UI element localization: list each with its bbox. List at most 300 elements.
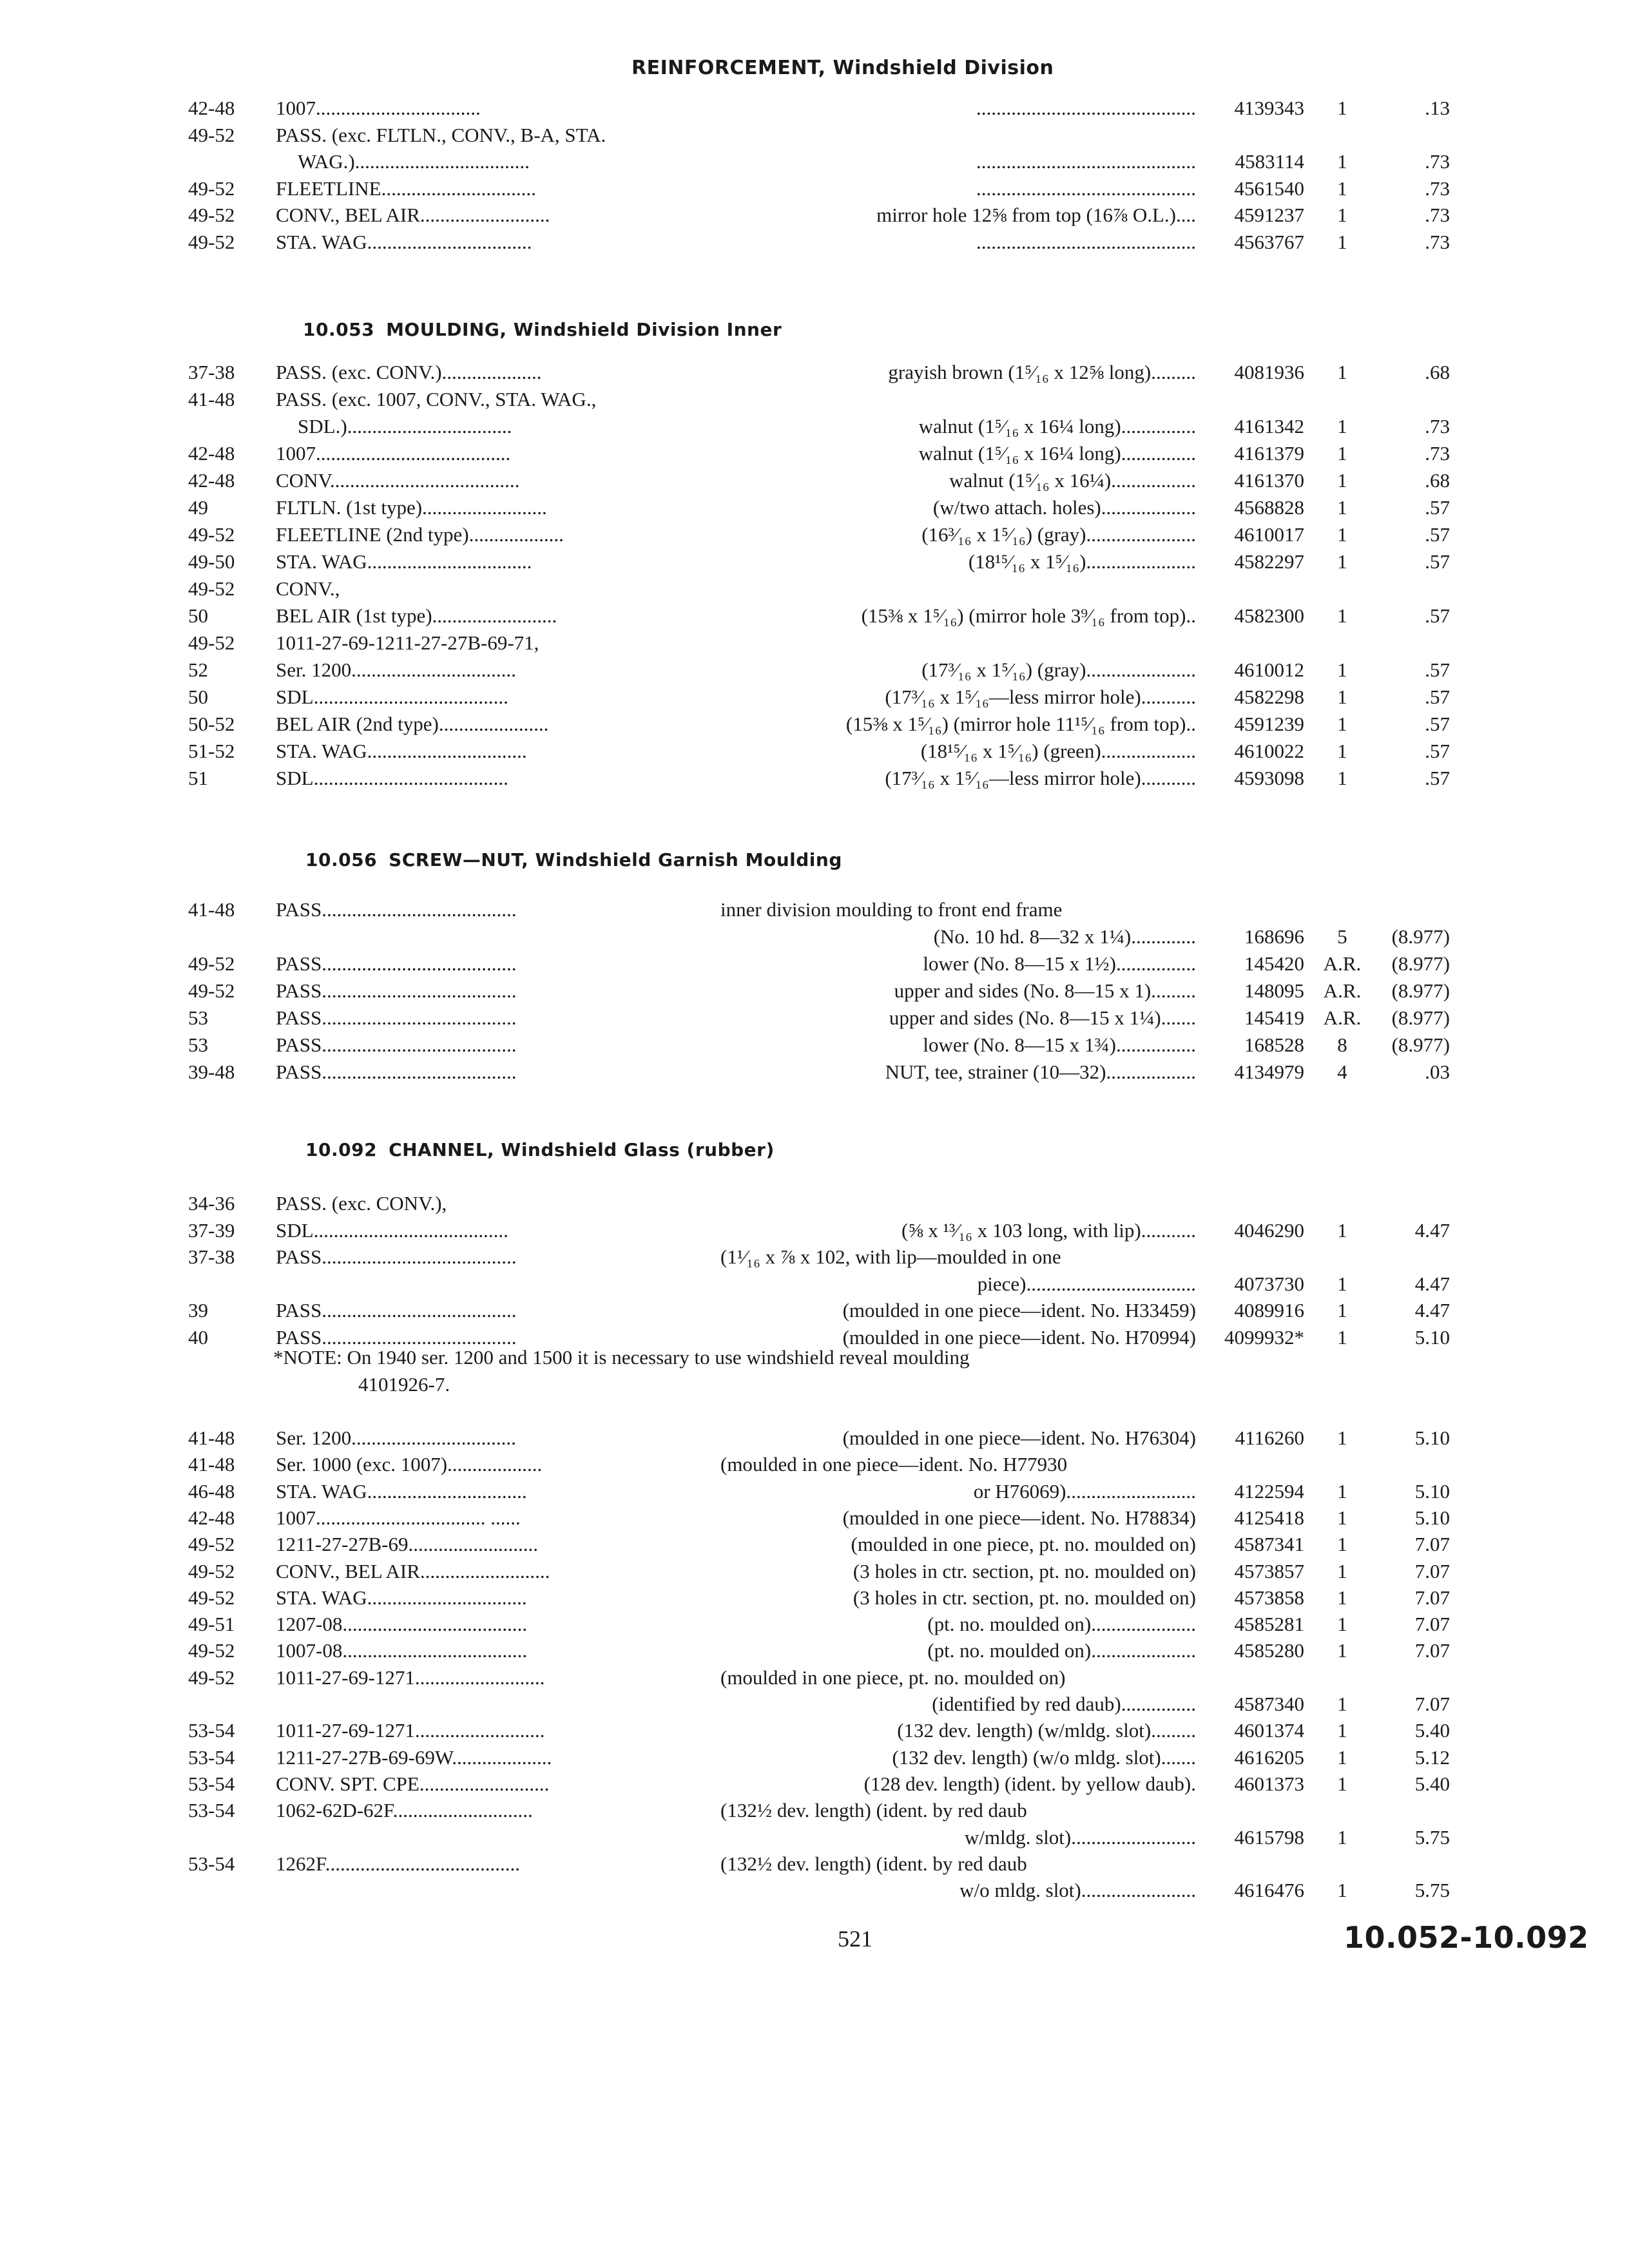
part-number-cell: 4587340 [1234,1693,1304,1715]
description-cell: (16³⁄₁₆ x 1⁵⁄₁₆) (gray)...................... [921,523,1196,546]
table-row [0,122,1629,148]
table-row [0,924,1629,950]
year-range: 41-48 [188,388,235,410]
model-cell: FLTLN. (1st type)......................... [276,496,547,519]
model-cell: SDL....................................... [276,1218,508,1242]
year-range: 49-52 [188,177,235,200]
part-number-cell: 4161379 [1234,442,1304,465]
quantity-cell: 1 [1337,740,1347,762]
table-row [0,1005,1629,1031]
table-row [0,711,1629,737]
quantity-cell: 1 [1337,496,1347,519]
table-row [0,176,1629,202]
price-cell: (8.977) [1391,925,1450,948]
year-range: 53 [188,1006,208,1029]
table-row [0,1244,1629,1270]
price-cell: (8.977) [1391,1006,1450,1029]
part-number-cell: 4139343 [1234,97,1304,119]
year-range: 42-48 [188,442,235,465]
description-cell: upper and sides (No. 8—15 x 1)......... [894,979,1196,1002]
year-range: 50 [188,604,208,627]
table-row [0,1059,1629,1085]
price-cell: 7.07 [1414,1586,1450,1609]
table-row [0,1505,1629,1531]
quantity-cell: 1 [1337,1745,1347,1769]
model-cell: 1007-08..................................... [276,1639,528,1662]
price-cell: 7.07 [1414,1639,1450,1662]
part-number-cell: 4161370 [1234,469,1304,492]
part-number-cell: 145420 [1244,952,1304,975]
table-row [0,1611,1629,1637]
table-row [0,657,1629,683]
model-cell: Ser. 1200................................. [276,1427,516,1449]
year-range: 49-52 [188,230,235,253]
description-cell: upper and sides (No. 8—15 x 1¼)....... [889,1006,1196,1029]
year-range: 52 [188,658,208,681]
table-row [0,1479,1629,1504]
quantity-cell: 1 [1337,1693,1347,1715]
part-number-cell: 4582298 [1234,686,1304,708]
year-range: 49-52 [188,1639,235,1662]
year-range: 49-52 [188,631,235,654]
part-number-cell: 4073730 [1234,1272,1304,1295]
table-row [0,1638,1629,1664]
section-title-reinforcement [631,57,1054,79]
model-cell: SDL....................................... [276,686,508,708]
quantity-cell: 1 [1337,1325,1347,1349]
table-row [0,1665,1629,1691]
description-cell: grayish brown (1⁵⁄₁₆ x 12⅝ long)......... [888,361,1196,383]
description-cell: (18¹⁵⁄₁₆ x 1⁵⁄₁₆)...................... [968,550,1196,573]
quantity-cell: 1 [1337,604,1347,627]
model-cell: STA. WAG................................ [276,1479,527,1503]
quantity-cell: 1 [1337,1479,1347,1503]
table-row [0,95,1629,121]
description-cell: w/o mldg. slot)....................... [959,1879,1196,1902]
part-number-cell: 4583114 [1235,150,1304,173]
description-cell: inner division moulding to front end frame [720,898,1063,921]
part-number-cell: 4573857 [1234,1559,1304,1582]
year-range: 50-52 [188,713,235,735]
model-cell: CONV...................................... [276,469,520,492]
year-range: 49-50 [188,550,235,573]
model-cell: WAG.)................................... [298,150,530,173]
part-number-cell: 168528 [1244,1033,1304,1056]
description-cell: (132½ dev. length) (ident. by red daub [720,1799,1027,1822]
model-cell: PASS....................................... [276,1299,517,1321]
model-cell: Ser. 1000 (exc. 1007)................... [276,1453,543,1476]
description-cell: (w/two attach. holes)................... [932,496,1196,519]
quantity-cell: 1 [1337,1272,1347,1295]
model-cell: 1007....................................... [276,442,511,465]
model-cell: PASS. (exc. FLTLN., CONV., B-A, STA. [276,123,606,146]
price-cell: .57 [1425,740,1450,762]
page-number: 521 [838,1926,872,1952]
model-cell: PASS....................................... [276,1006,517,1029]
description-cell: walnut (1⁵⁄₁₆ x 16¼)................. [949,469,1196,492]
year-range: 49-52 [188,1559,235,1582]
model-cell: 1007................................. [276,97,481,119]
price-cell: .73 [1425,177,1450,200]
table-row [0,684,1629,710]
description-cell: (1¹⁄₁₆ x ⅞ x 102, with lip—moulded in one [720,1245,1061,1268]
quantity-cell: 1 [1337,1772,1347,1795]
quantity-cell: 1 [1337,177,1347,200]
model-cell: PASS. (exc. CONV.), [276,1192,447,1215]
part-number-cell: 4601373 [1234,1772,1304,1795]
year-range: 39-48 [188,1061,235,1083]
year-range: 37-38 [188,1245,235,1268]
table-row [0,1298,1629,1323]
price-cell: 5.75 [1414,1825,1450,1849]
section-title-text: REINFORCEMENT, Windshield Division [631,57,1054,79]
quantity-cell: 1 [1337,415,1347,437]
part-number-cell: 4585281 [1234,1613,1304,1636]
year-range: 40 [188,1325,208,1349]
price-cell: .57 [1425,523,1450,546]
part-number-cell: 168696 [1244,925,1304,948]
section-title-text: SCREW—NUT, Windshield Garnish Moulding [389,849,842,870]
model-cell: BEL AIR (1st type)......................... [276,604,557,627]
description-cell: (15⅜ x 1⁵⁄₁₆) (mirror hole 3⁹⁄₁₆ from top).. [861,604,1196,627]
description-cell: (moulded in one piece—ident. No. H76304) [842,1427,1196,1449]
price-cell: .73 [1425,150,1450,173]
year-range: 34-36 [188,1192,235,1215]
price-cell: (8.977) [1391,952,1450,975]
table-row [0,1851,1629,1877]
description-cell: (identified by red daub)............... [932,1693,1196,1715]
table-row [0,414,1629,439]
part-number-cell: 4616205 [1234,1745,1304,1769]
table-row [0,229,1629,255]
price-cell: .13 [1425,97,1450,119]
model-cell: SDL.)................................. [298,415,512,437]
year-range: 49-52 [188,1666,235,1689]
price-cell: 5.10 [1414,1427,1450,1449]
table-row [0,738,1629,764]
quantity-cell: 1 [1337,1559,1347,1582]
part-number-cell: 4591239 [1234,713,1304,735]
part-number-cell: 4587341 [1234,1533,1304,1556]
description-cell: walnut (1⁵⁄₁₆ x 16¼ long)............... [918,442,1196,465]
year-range: 51 [188,767,208,789]
price-cell: 7.07 [1414,1533,1450,1556]
price-cell: 5.75 [1414,1879,1450,1902]
description-cell: (128 dev. length) (ident. by yellow daub). [863,1772,1196,1795]
price-cell: 5.40 [1414,1772,1450,1795]
quantity-cell: 1 [1337,713,1347,735]
price-cell: (8.977) [1391,1033,1450,1056]
part-number-cell: 4582297 [1234,550,1304,573]
price-cell: .73 [1425,442,1450,465]
quantity-cell: A.R. [1323,952,1362,975]
year-range: 41-48 [188,1453,235,1476]
price-cell: .68 [1425,361,1450,383]
model-cell: CONV., [276,577,340,600]
table-row [0,1271,1629,1297]
model-cell: 1011-27-69-1271.......................... [276,1719,545,1742]
description-cell: ............................................ [976,230,1196,253]
part-number-cell: 4573858 [1234,1586,1304,1609]
part-number-cell: 4561540 [1234,177,1304,200]
description-cell: (17³⁄₁₆ x 1⁵⁄₁₆—less mirror hole)........... [885,686,1196,708]
table-row [0,1191,1629,1216]
year-range: 42-48 [188,469,235,492]
price-cell: .57 [1425,713,1450,735]
description-cell: (No. 10 hd. 8—32 x 1¼)............. [933,925,1196,948]
year-range: 41-48 [188,1427,235,1449]
year-range: 49-52 [188,1533,235,1556]
model-cell: FLEETLINE............................... [276,177,536,200]
table-row [0,1532,1629,1557]
quantity-cell: 1 [1337,1879,1347,1902]
year-range: 51-52 [188,740,235,762]
year-range: 49-51 [188,1613,235,1636]
model-cell: PASS. (exc. CONV.).................... [276,361,542,383]
table-row [0,549,1629,575]
part-number-cell: 4134979 [1234,1061,1304,1083]
part-number-cell: 145419 [1244,1006,1304,1029]
quantity-cell: 4 [1337,1061,1347,1083]
price-cell: .73 [1425,230,1450,253]
description-cell: lower (No. 8—15 x 1½)................ [923,952,1196,975]
table-row [0,1559,1629,1584]
section-number: 10.053 [303,319,375,340]
model-cell: STA. WAG................................. [276,550,532,573]
quantity-cell: 8 [1337,1033,1347,1056]
price-cell: 5.10 [1414,1325,1450,1349]
model-cell: STA. WAG................................. [276,230,532,253]
description-cell: lower (No. 8—15 x 1¾)................ [923,1033,1196,1056]
part-number-cell: 4591237 [1234,204,1304,226]
quantity-cell: 1 [1337,767,1347,789]
description-cell: walnut (1⁵⁄₁₆ x 16¼ long)............... [918,415,1196,437]
part-number-cell: 4563767 [1234,230,1304,253]
model-cell: BEL AIR (2nd type)...................... [276,713,549,735]
quantity-cell: 1 [1337,1506,1347,1529]
table-row [0,1745,1629,1771]
description-cell: (pt. no. moulded on)..................... [927,1613,1196,1636]
price-cell: 5.12 [1414,1745,1450,1769]
note-line: 4101926-7. [358,1373,450,1396]
year-range: 49-52 [188,204,235,226]
quantity-cell: 1 [1337,469,1347,492]
description-cell: (17³⁄₁₆ x 1⁵⁄₁₆) (gray)...................... [921,658,1196,681]
quantity-cell: 1 [1337,442,1347,465]
year-range: 49-52 [188,979,235,1002]
table-row [0,387,1629,412]
section-title-10-056 [305,849,842,870]
model-cell: 1211-27-27B-69-69W.................... [276,1745,552,1769]
model-cell: 1207-08..................................... [276,1613,528,1636]
quantity-cell: 1 [1337,523,1347,546]
table-row [0,1771,1629,1797]
year-range: 49-52 [188,952,235,975]
section-title-10-053 [303,319,782,340]
description-cell: (18¹⁵⁄₁₆ x 1⁵⁄₁₆) (green)................... [920,740,1196,762]
price-cell: .57 [1425,686,1450,708]
table-row [0,149,1629,175]
part-number-cell: 4161342 [1234,415,1304,437]
part-number-cell: 4099932* [1224,1325,1304,1349]
table-row [0,522,1629,548]
table-row [0,603,1629,629]
part-number-cell: 4046290 [1234,1218,1304,1242]
note-text-cont [358,1371,450,1398]
table-row [0,441,1629,466]
part-number-cell: 4610012 [1234,658,1304,681]
quantity-cell: A.R. [1323,979,1362,1002]
model-cell: PASS....................................... [276,1033,517,1056]
quantity-cell: 1 [1337,1825,1347,1849]
model-cell: CONV., BEL AIR.......................... [276,1559,550,1582]
table-row [0,468,1629,494]
quantity-cell: 5 [1337,925,1347,948]
table-row [0,1585,1629,1611]
price-cell: 7.07 [1414,1613,1450,1636]
price-cell: .57 [1425,767,1450,789]
price-cell: 7.07 [1414,1693,1450,1715]
part-number-cell: 4582300 [1234,604,1304,627]
description-cell: (moulded in one piece—ident. No. H33459) [842,1299,1196,1321]
part-number-cell: 4125418 [1234,1506,1304,1529]
quantity-cell: 1 [1337,1218,1347,1242]
part-number-cell: 4568828 [1234,496,1304,519]
quantity-cell: 1 [1337,230,1347,253]
model-cell: 1062-62D-62F............................ [276,1799,533,1822]
description-cell: (15⅜ x 1⁵⁄₁₆) (mirror hole 11¹⁵⁄₁₆ from top).. [845,713,1196,735]
part-number-cell: 4610017 [1234,523,1304,546]
model-cell: CONV. SPT. CPE.......................... [276,1772,550,1795]
year-range: 42-48 [188,97,235,119]
part-number-cell: 4610022 [1234,740,1304,762]
model-cell: SDL....................................... [276,767,508,789]
quantity-cell: 1 [1337,97,1347,119]
year-range: 53-54 [188,1772,235,1795]
quantity-cell: 1 [1337,1719,1347,1742]
table-row [0,1798,1629,1823]
description-cell: (132 dev. length) (w/o mldg. slot)....... [892,1745,1196,1769]
year-range: 50 [188,686,208,708]
year-range: 53-54 [188,1852,235,1875]
description-cell: ............................................ [976,97,1196,119]
year-range: 49-52 [188,577,235,600]
price-cell: .57 [1425,658,1450,681]
section-title-10-092 [305,1139,775,1160]
price-cell: .68 [1425,469,1450,492]
table-row [0,1218,1629,1244]
quantity-cell: 1 [1337,361,1347,383]
price-cell: .73 [1425,415,1450,437]
section-range: 10.052-10.092 [1344,1920,1589,1955]
description-cell: or H76069).......................... [973,1479,1196,1503]
year-range: 49-52 [188,123,235,146]
quantity-cell: 1 [1337,1613,1347,1636]
year-range: 37-38 [188,361,235,383]
section-number: 10.056 [305,849,378,870]
description-cell: (moulded in one piece, pt. no. moulded on) [851,1533,1196,1556]
model-cell: 1007.................................. ...... [276,1506,521,1529]
table-row [0,951,1629,977]
description-cell: NUT, tee, strainer (10—32).................. [885,1061,1196,1083]
part-number-cell: 4116260 [1235,1427,1304,1449]
model-cell: PASS....................................... [276,1061,517,1083]
price-cell: 7.07 [1414,1559,1450,1582]
table-row [0,1878,1629,1903]
model-cell: STA. WAG................................ [276,740,527,762]
year-range: 53 [188,1033,208,1056]
year-range: 53-54 [188,1745,235,1769]
section-title-text: CHANNEL, Windshield Glass (rubber) [389,1139,775,1160]
model-cell: CONV., BEL AIR.......................... [276,204,550,226]
note-line: *NOTE: On 1940 ser. 1200 and 1500 it is necessary to use windshield reveal moulding [273,1346,970,1369]
quantity-cell: 1 [1337,686,1347,708]
part-number-cell: 4122594 [1234,1479,1304,1503]
price-cell: 5.10 [1414,1479,1450,1503]
price-cell: 4.47 [1414,1272,1450,1295]
model-cell: 1011-27-69-1271.......................... [276,1666,545,1689]
quantity-cell: 1 [1337,1586,1347,1609]
quantity-cell: 1 [1337,1533,1347,1556]
description-cell: (⅝ x ¹³⁄₁₆ x 103 long, with lip)........... [901,1218,1196,1242]
description-cell: (moulded in one piece, pt. no. moulded on) [720,1666,1066,1689]
price-cell: 4.47 [1414,1218,1450,1242]
description-cell: w/mldg. slot)......................... [964,1825,1196,1849]
section-number: 10.092 [305,1139,378,1160]
model-cell: PASS....................................... [276,979,517,1002]
quantity-cell: 1 [1337,1639,1347,1662]
price-cell: .03 [1425,1061,1450,1083]
table-row [0,495,1629,521]
quantity-cell: 1 [1337,658,1347,681]
description-cell: (pt. no. moulded on)..................... [927,1639,1196,1662]
price-cell: 5.40 [1414,1719,1450,1742]
table-row [0,1691,1629,1717]
year-range: 49-52 [188,1586,235,1609]
table-row [0,360,1629,385]
year-range: 46-48 [188,1479,235,1503]
part-number-cell: 4585280 [1234,1639,1304,1662]
year-range: 53-54 [188,1799,235,1822]
model-cell: PASS. (exc. 1007, CONV., STA. WAG., [276,388,597,410]
price-cell: 5.10 [1414,1506,1450,1529]
table-row [0,630,1629,656]
part-number-cell: 4089916 [1234,1299,1304,1321]
note-text [273,1344,970,1371]
model-cell: PASS....................................... [276,898,517,921]
part-number-cell: 4081936 [1234,361,1304,383]
price-cell: .57 [1425,550,1450,573]
year-range: 37-39 [188,1218,235,1242]
model-cell: STA. WAG................................ [276,1586,527,1609]
description-cell: (17³⁄₁₆ x 1⁵⁄₁₆—less mirror hole)........... [885,767,1196,789]
price-cell: .57 [1425,496,1450,519]
part-number-cell: 4615798 [1234,1825,1304,1849]
table-row [0,576,1629,602]
table-row [0,1825,1629,1850]
description-cell: (132 dev. length) (w/mldg. slot)......... [897,1719,1196,1742]
model-cell: 1211-27-27B-69.......................... [276,1533,538,1556]
description-cell: (132½ dev. length) (ident. by red daub [720,1852,1027,1875]
year-range: 49 [188,496,208,519]
quantity-cell: 1 [1337,204,1347,226]
description-cell: ............................................ [976,177,1196,200]
part-number-cell: 4601374 [1234,1719,1304,1742]
table-row [0,1032,1629,1058]
quantity-cell: 1 [1337,1299,1347,1321]
quantity-cell: 1 [1337,550,1347,573]
model-cell: PASS....................................... [276,1325,517,1349]
